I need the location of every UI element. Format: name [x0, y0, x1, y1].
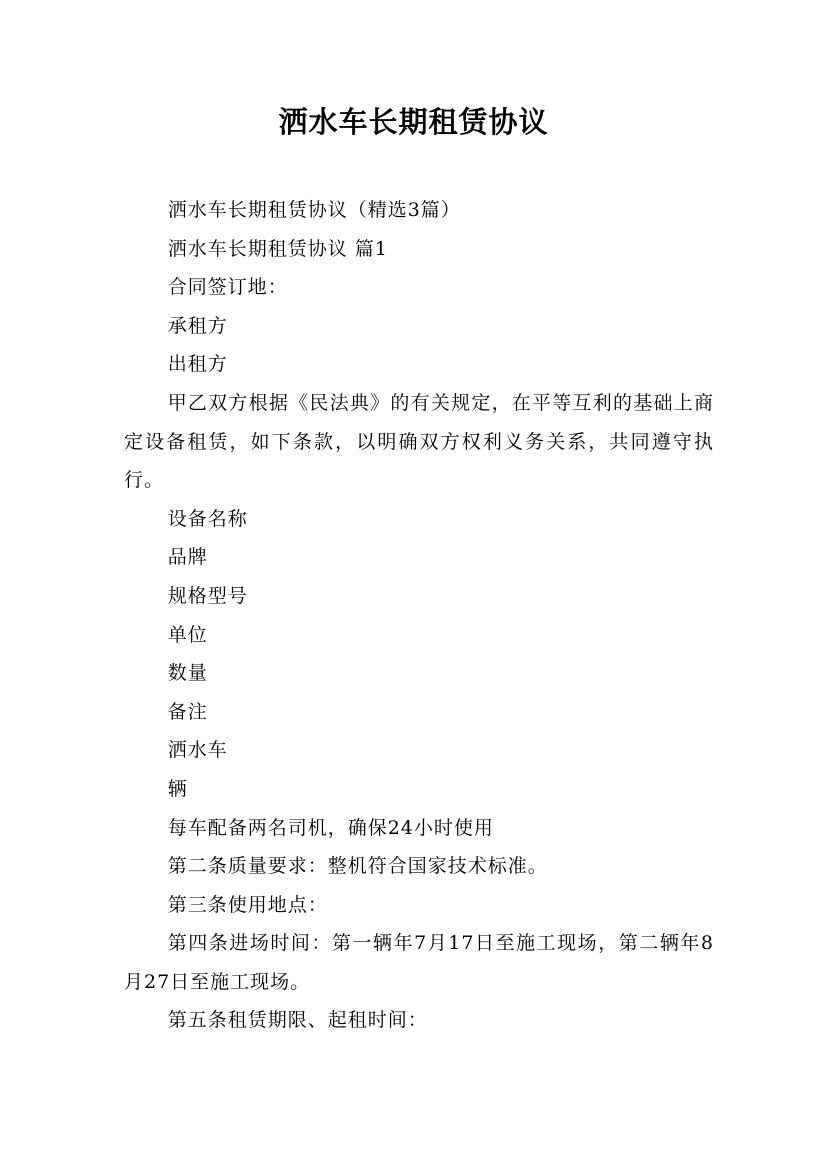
document-title: 洒水车长期租赁协议 [278, 105, 549, 139]
paragraph-quantity: 数量 [167, 662, 208, 685]
paragraph-preamble: 甲乙双方根据《民法典》的有关规定，在平等互利的基础上商定设备租赁，如下条款，以明确双方权利义务关系，共同遵守执行。 [124, 391, 714, 492]
paragraph-lessor: 出租方 [167, 353, 228, 376]
paragraph-article-4: 第四条进场时间：第一辆年7月17日至施工现场，第二辆年8月27日至施工现场。 [124, 932, 714, 993]
paragraph-subtitle: 洒水车长期租赁协议（精选3篇） [167, 199, 461, 221]
paragraph-sprinkler-truck: 洒水车 [167, 739, 228, 762]
paragraph-driver-note: 每车配备两名司机，确保24小时使用 [167, 816, 494, 839]
paragraph-unit: 单位 [167, 623, 208, 646]
paragraph-vehicle-unit: 辆 [167, 777, 188, 800]
paragraph-signing-place: 合同签订地： [167, 276, 288, 299]
paragraph-section-heading: 洒水车长期租赁协议 篇1 [167, 237, 388, 260]
paragraph-model: 规格型号 [167, 584, 248, 607]
paragraph-article-5: 第五条租赁期限、起租时间： [167, 1009, 428, 1032]
paragraph-article-3: 第三条使用地点： [167, 893, 328, 916]
paragraph-article-2: 第二条质量要求：整机符合国家技术标准。 [167, 855, 548, 878]
paragraph-equipment-name: 设备名称 [167, 507, 248, 530]
document-body [124, 191, 714, 1040]
paragraph-lessee: 承租方 [167, 314, 228, 337]
paragraph-brand: 品牌 [167, 546, 208, 569]
paragraph-remarks: 备注 [167, 700, 208, 723]
